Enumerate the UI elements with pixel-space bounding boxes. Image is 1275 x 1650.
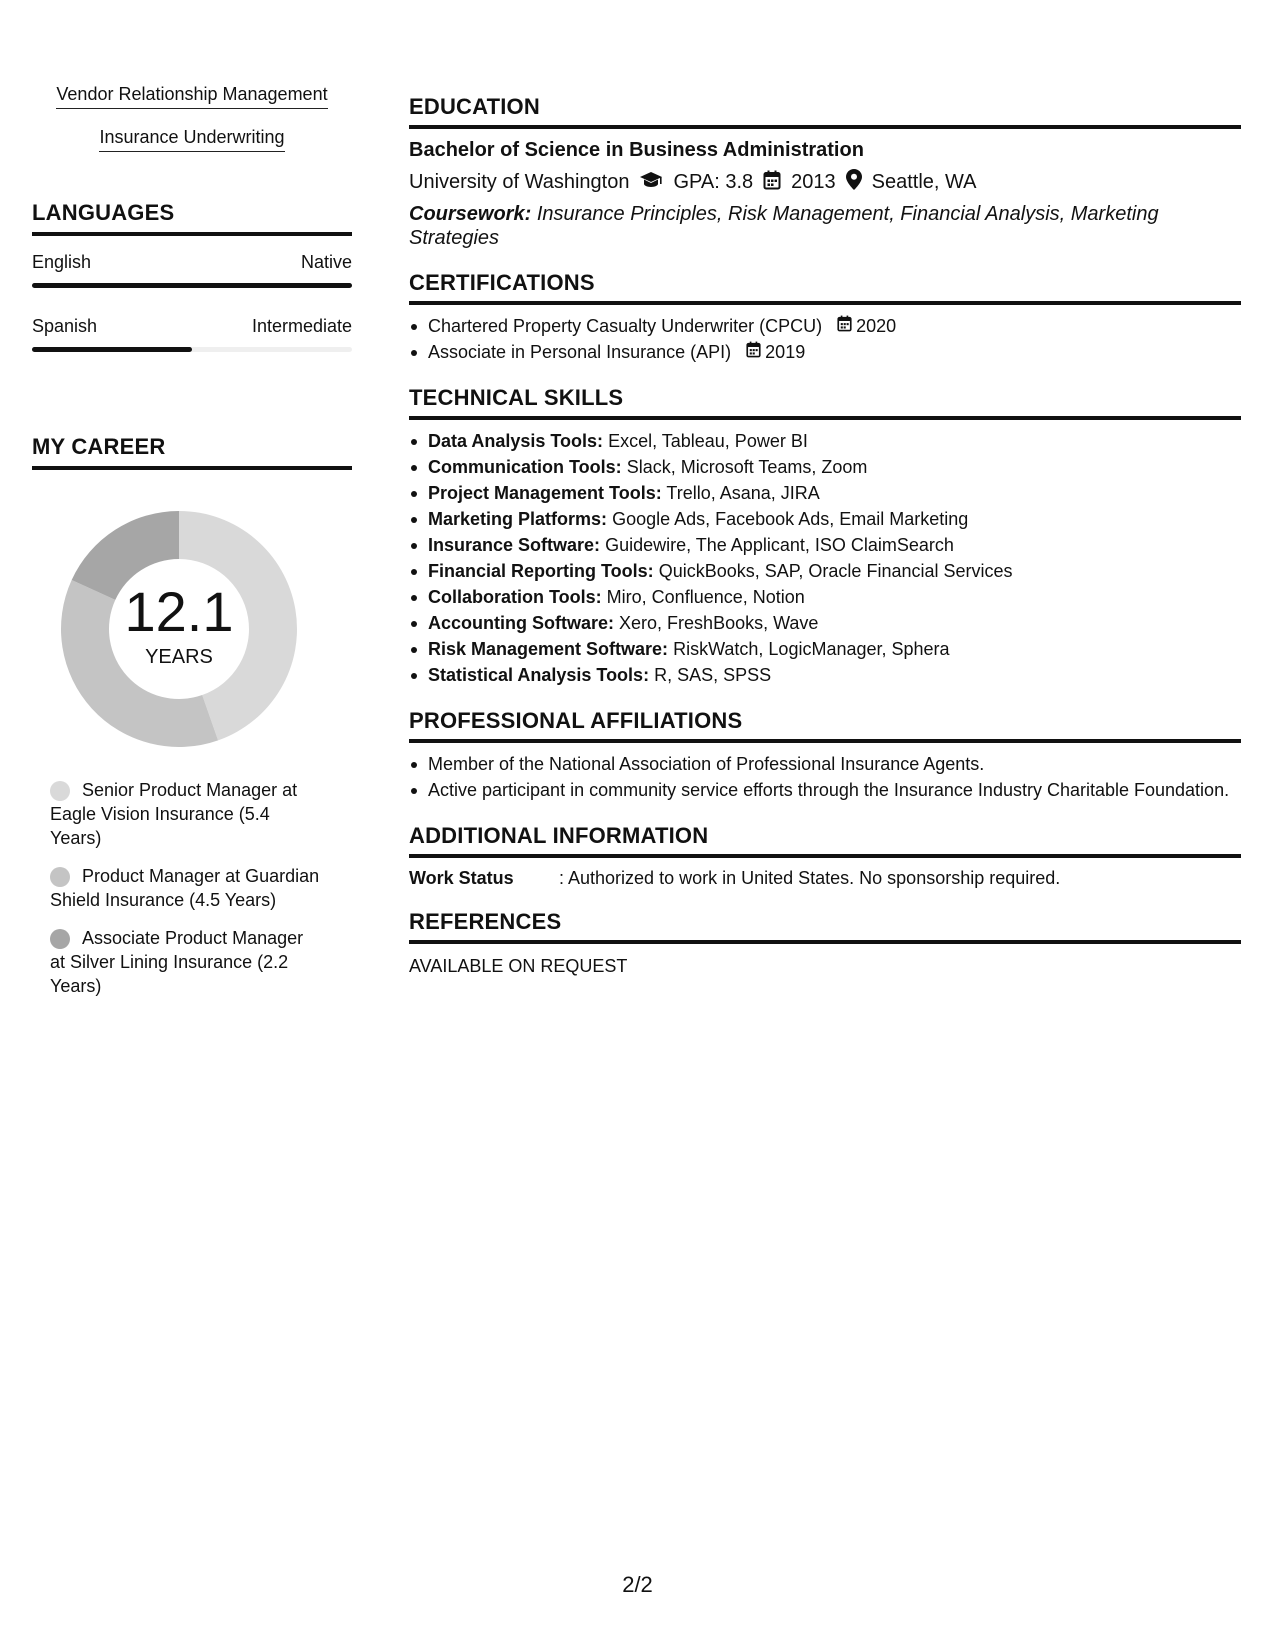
skill-label: Accounting Software: bbox=[428, 613, 615, 633]
skill-value: Excel, Tableau, Power BI bbox=[608, 431, 808, 451]
skill-item bbox=[409, 454, 1241, 480]
skill-tag: Vendor Relationship Management bbox=[56, 84, 327, 109]
work-status-label: Work Status bbox=[409, 868, 514, 888]
skill-item bbox=[409, 636, 1241, 662]
affiliations-list bbox=[409, 751, 1241, 803]
skill-value: Xero, FreshBooks, Wave bbox=[619, 613, 819, 633]
career-total-years: 12.1 bbox=[124, 579, 234, 643]
skill-value: Miro, Confluence, Notion bbox=[606, 587, 805, 607]
certifications-heading: CERTIFICATIONS bbox=[409, 270, 1241, 305]
career-donut bbox=[54, 504, 304, 754]
graduation-year: 2013 bbox=[791, 171, 836, 193]
gpa: GPA: 3.8 bbox=[673, 171, 754, 193]
additional-info-section bbox=[409, 823, 1241, 889]
skill-item bbox=[409, 480, 1241, 506]
career-legend bbox=[50, 778, 320, 998]
technical-skills-section bbox=[409, 385, 1241, 688]
skill-item bbox=[409, 610, 1241, 636]
degree-title: Bachelor of Science in Business Administration bbox=[409, 139, 864, 161]
legend-dot bbox=[50, 781, 70, 801]
career-legend-text: Senior Product Manager at Eagle Vision Insurance (5.4 Years) bbox=[50, 780, 298, 848]
language-proficiency-fill bbox=[32, 347, 192, 352]
skill-label: Collaboration Tools: bbox=[428, 587, 602, 607]
skill-label: Risk Management Software: bbox=[428, 639, 669, 659]
education-meta bbox=[409, 169, 1241, 196]
skill-label: Data Analysis Tools: bbox=[428, 431, 604, 451]
language-name: Spanish bbox=[32, 316, 98, 336]
certification-name: Associate in Personal Insurance (API) bbox=[428, 342, 732, 362]
calendar-icon bbox=[746, 339, 761, 365]
coursework-label: Coursework: bbox=[409, 203, 532, 225]
skill-value: Trello, Asana, JIRA bbox=[666, 483, 820, 503]
career-legend-item bbox=[50, 926, 320, 998]
affiliations-heading: PROFESSIONAL AFFILIATIONS bbox=[409, 708, 1241, 743]
skill-value: QuickBooks, SAP, Oracle Financial Services bbox=[658, 561, 1013, 581]
legend-dot bbox=[50, 867, 70, 887]
technical-skills-heading: TECHNICAL SKILLS bbox=[409, 385, 1241, 420]
certifications-section bbox=[409, 270, 1241, 365]
location-pin-icon bbox=[846, 169, 862, 196]
main-content bbox=[409, 94, 1241, 997]
certification-name: Chartered Property Casualty Underwriter (CPCU) bbox=[428, 316, 823, 336]
language-proficiency-bar bbox=[32, 347, 352, 352]
skill-label: Insurance Software: bbox=[428, 535, 601, 555]
additional-info-heading: ADDITIONAL INFORMATION bbox=[409, 823, 1241, 858]
graduation-cap-icon bbox=[639, 171, 663, 195]
certifications-list bbox=[409, 313, 1241, 365]
affiliation-item: Member of the National Association of Professional Insurance Agents. bbox=[409, 751, 1241, 777]
references-section bbox=[409, 909, 1241, 977]
career-legend-item bbox=[50, 864, 320, 912]
education-section bbox=[409, 94, 1241, 250]
references-heading: REFERENCES bbox=[409, 909, 1241, 944]
language-name: English bbox=[32, 252, 92, 272]
career-years-unit: YEARS bbox=[145, 645, 213, 668]
career-section bbox=[32, 434, 352, 998]
skill-value: Guidewire, The Applicant, ISO ClaimSearch bbox=[605, 535, 954, 555]
language-proficiency-bar bbox=[32, 283, 352, 288]
skill-value: Slack, Microsoft Teams, Zoom bbox=[626, 457, 868, 477]
skill-label: Communication Tools: bbox=[428, 457, 622, 477]
coursework bbox=[409, 202, 1241, 250]
skill-tags bbox=[32, 84, 352, 170]
language-row bbox=[32, 316, 352, 352]
affiliation-item: Active participant in community service efforts through the Insurance Industry Charitable Foundation. bbox=[409, 777, 1241, 803]
skill-item bbox=[409, 428, 1241, 454]
languages-section bbox=[32, 200, 352, 352]
career-heading: MY CAREER bbox=[32, 434, 352, 470]
certification-year: 2020 bbox=[856, 316, 897, 336]
skill-label: Statistical Analysis Tools: bbox=[428, 665, 650, 685]
sidebar bbox=[32, 84, 352, 1012]
skill-label: Marketing Platforms: bbox=[428, 509, 608, 529]
affiliations-section bbox=[409, 708, 1241, 803]
career-legend-text: Product Manager at Guardian Shield Insurance (4.5 Years) bbox=[50, 866, 320, 910]
coursework-list: Insurance Principles, Risk Management, Financial Analysis, Marketing Strategies bbox=[409, 203, 1159, 249]
page-number: 2/2 bbox=[622, 1572, 653, 1597]
skill-label: Financial Reporting Tools: bbox=[428, 561, 654, 581]
language-row bbox=[32, 252, 352, 288]
school-location: Seattle, WA bbox=[871, 171, 977, 193]
references-text: AVAILABLE ON REQUEST bbox=[409, 956, 628, 976]
language-proficiency-fill bbox=[32, 283, 352, 288]
career-legend-item bbox=[50, 778, 320, 850]
skill-item bbox=[409, 532, 1241, 558]
calendar-icon bbox=[763, 170, 781, 196]
calendar-icon bbox=[837, 313, 852, 339]
career-legend-text: Associate Product Manager at Silver Lining Insurance (2.2 Years) bbox=[50, 928, 304, 996]
certification-item bbox=[409, 339, 1241, 365]
language-level: Intermediate bbox=[251, 316, 352, 336]
education-heading: EDUCATION bbox=[409, 94, 1241, 129]
skill-value: Google Ads, Facebook Ads, Email Marketing bbox=[612, 509, 969, 529]
language-level: Native bbox=[300, 252, 352, 272]
skill-item bbox=[409, 584, 1241, 610]
work-status-row bbox=[409, 868, 1241, 889]
skill-value: RiskWatch, LogicManager, Sphera bbox=[673, 639, 950, 659]
school-name: University of Washington bbox=[409, 171, 630, 193]
skill-value: R, SAS, SPSS bbox=[654, 665, 772, 685]
technical-skills-list bbox=[409, 428, 1241, 688]
legend-dot bbox=[50, 929, 70, 949]
skill-tag: Insurance Underwriting bbox=[99, 127, 284, 152]
skill-item bbox=[409, 558, 1241, 584]
work-status-value: : Authorized to work in United States. No sponsorship required. bbox=[559, 868, 1061, 888]
skill-item bbox=[409, 662, 1241, 688]
certification-item bbox=[409, 313, 1241, 339]
skill-label: Project Management Tools: bbox=[428, 483, 662, 503]
languages-heading: LANGUAGES bbox=[32, 200, 352, 236]
certification-year: 2019 bbox=[765, 342, 806, 362]
skill-item bbox=[409, 506, 1241, 532]
